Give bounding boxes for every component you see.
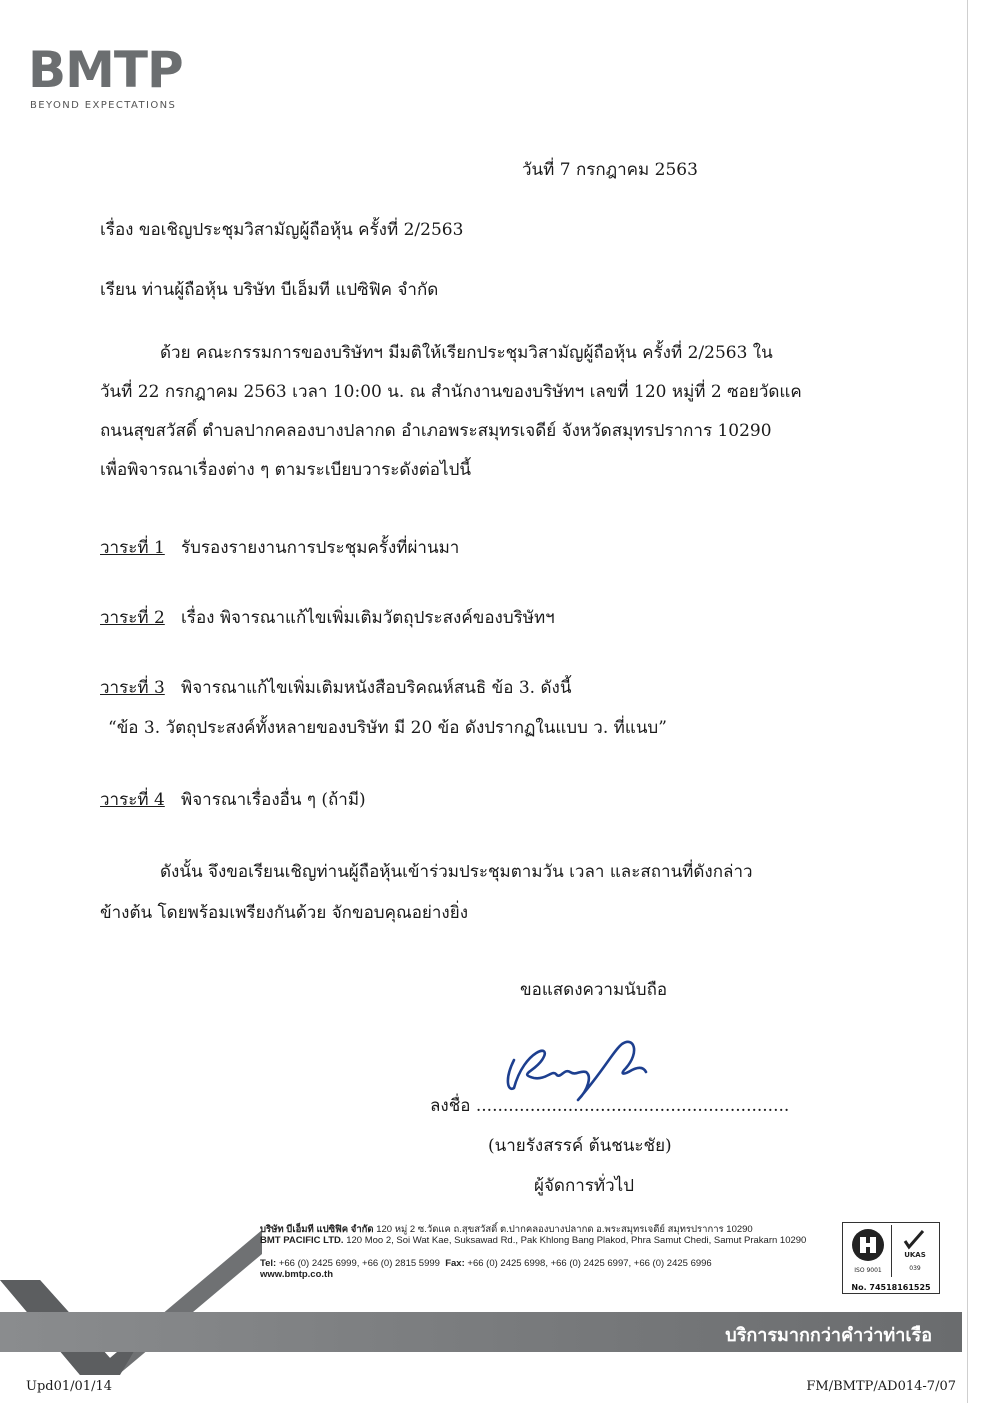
sign-label: ลงชื่อ	[430, 1096, 471, 1116]
sign-dots: ..........................................................	[475, 1096, 790, 1116]
agenda-item-3-quote: “ข้อ 3. วัตถุประสงค์ทั้งหลายของบริษัท มี 20 ข้อ ดังปรากฏในแบบ ว. ที่แนบ”	[108, 718, 667, 738]
footer-tel-label: Tel:	[260, 1258, 277, 1269]
globe-icon	[845, 1225, 891, 1265]
agenda-item-1	[100, 536, 459, 560]
letter-recipient: เรียน ท่านผู้ถือหุ้น บริษัท บีเอ็มที แปซิฟิค จำกัด	[100, 280, 439, 300]
agenda-text: เรื่อง พิจารณาแก้ไขเพิ่มเติมวัตถุประสงค์ของบริษัทฯ	[181, 608, 555, 628]
regards: ขอแสดงความนับถือ	[520, 980, 668, 1000]
logo-tagline: BEYOND EXPECTATIONS	[30, 100, 177, 111]
agenda-label: วาระที่ 4	[100, 790, 165, 810]
body-line-3: ถนนสุขสวัสดิ์ ตำบลปากคลองบางปลากด อำเภอพระสมุทรเจดีย์ จังหวัดสมุทรปราการ 10290	[100, 421, 772, 441]
cert-right-sub: 039	[909, 1265, 921, 1272]
body-line-4: เพื่อพิจารณาเรื่องต่าง ๆ ตามระเบียบวาระดังต่อไปนี้	[100, 460, 471, 480]
agenda-item-4	[100, 788, 366, 812]
doc-code-right: FM/BMTP/AD014-7/07	[806, 1379, 956, 1394]
letter-date: วันที่ 7 กรกฎาคม 2563	[522, 160, 698, 180]
agenda-text: พิจารณาแก้ไขเพิ่มเติมหนังสือบริคณห์สนธิ ข้อ 3. ดังนี้	[181, 678, 572, 698]
agenda-text: พิจารณาเรื่องอื่น ๆ (ถ้ามี)	[181, 790, 366, 810]
signatory-title: ผู้จัดการทั่วไป	[534, 1176, 635, 1196]
cert-number: No. 74518161525	[851, 1283, 931, 1292]
page-edge-line	[967, 0, 968, 1403]
footer-company-info	[260, 1224, 806, 1280]
footer-website: www.bmtp.co.th	[260, 1269, 334, 1280]
footer-slogan-band	[0, 1312, 962, 1352]
closing-line-2: ข้างต้น โดยพร้อมเพรียงกันด้วย จักขอบคุณอย่างยิ่ง	[100, 903, 468, 923]
agenda-text: รับรองรายงานการประชุมครั้งที่ผ่านมา	[181, 538, 460, 558]
signatory-name: (นายรังสรรค์ ต้นชนะชัย)	[488, 1136, 672, 1156]
company-logo	[28, 41, 208, 116]
doc-code-left: Upd01/01/14	[26, 1379, 112, 1394]
cert-left-label: ISO 9001	[854, 1267, 882, 1274]
footer-slogan: บริการมากกว่าคำว่าท่าเรือ	[725, 1325, 932, 1346]
footer-en-company: BMT PACIFIC LTD.	[260, 1235, 344, 1246]
agenda-label: วาระที่ 3	[100, 678, 165, 698]
crown-tick-icon	[893, 1225, 937, 1251]
agenda-label: วาระที่ 2	[100, 608, 165, 628]
agenda-item-3	[100, 676, 571, 700]
footer-en-address: 120 Moo 2, Soi Wat Kae, Suksawad Rd., Pak Khlong Bang Plakod, Phra Samut Chedi, Samut Prakarn 10290	[346, 1235, 807, 1246]
closing-line-1: ดังนั้น จึงขอเรียนเชิญท่านผู้ถือหุ้นเข้าร่วมประชุมตามวัน เวลา และสถานที่ดังกล่าว	[160, 862, 753, 882]
cert-right-label: UKAS	[904, 1251, 926, 1259]
sign-line	[430, 1094, 789, 1118]
agenda-label: วาระที่ 1	[100, 538, 165, 558]
letter-subject: เรื่อง ขอเชิญประชุมวิสามัญผู้ถือหุ้น ครั้งที่ 2/2563	[100, 220, 464, 240]
certification-badge	[842, 1222, 940, 1294]
agenda-item-2	[100, 606, 555, 630]
body-line-1: ด้วย คณะกรรมการของบริษัทฯ มีมติให้เรียกประชุมวิสามัญผู้ถือหุ้น ครั้งที่ 2/2563 ใน	[160, 343, 773, 363]
footer-fax: +66 (0) 2425 6998, +66 (0) 2425 6997, +66 (0) 2425 6996	[467, 1258, 712, 1269]
footer-th-address: 120 หมู่ 2 ซ.วัดแค ถ.สุขสวัสดิ์ ต.ปากคลองบางปลากด อ.พระสมุทรเจดีย์ สมุทรปราการ 10290	[376, 1224, 753, 1235]
footer-fax-label: Fax:	[445, 1258, 465, 1269]
global-group-cert	[845, 1225, 892, 1277]
ukas-cert	[893, 1225, 937, 1277]
footer-tel: +66 (0) 2425 6999, +66 (0) 2815 5999	[278, 1258, 440, 1269]
footer-th-company: บริษัท บีเอ็มที แปซิฟิค จำกัด	[260, 1224, 374, 1235]
body-line-2: วันที่ 22 กรกฎาคม 2563 เวลา 10:00 น. ณ สำนักงานของบริษัทฯ เลขที่ 120 หมู่ที่ 2 ซอยวัดแค	[100, 382, 802, 402]
logo-wordmark: BMTP	[28, 41, 183, 99]
